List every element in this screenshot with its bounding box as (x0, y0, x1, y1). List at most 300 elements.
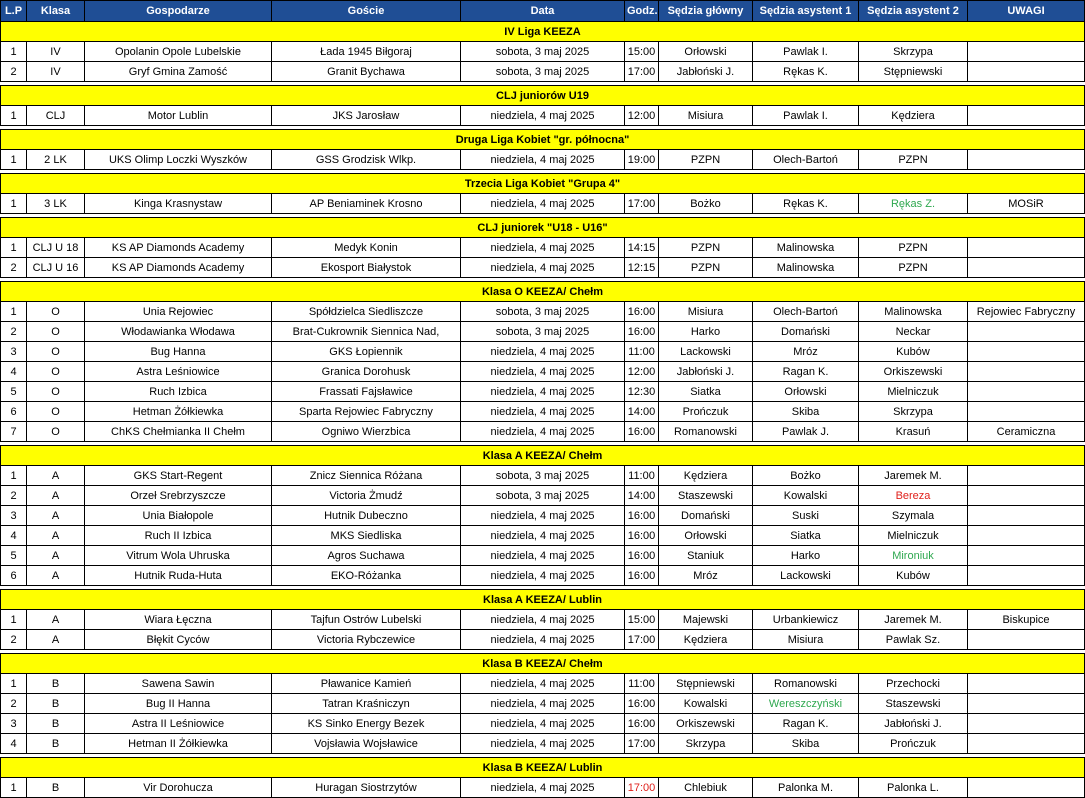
table-row (1, 362, 1085, 382)
section-header-row (1, 446, 1085, 466)
klasa-cell: O (27, 362, 85, 382)
lp-cell: 1 (1, 238, 27, 258)
assistant-referee-2-cell: Orkiszewski (859, 362, 968, 382)
time-cell: 15:00 (625, 610, 659, 630)
klasa-cell: CLJ U 16 (27, 258, 85, 278)
date-cell: sobota, 3 maj 2025 (461, 62, 625, 82)
home-team-cell: ChKS Chełmianka II Chełm (85, 422, 272, 442)
klasa-cell: 2 LK (27, 150, 85, 170)
assistant-referee-1-cell: Mróz (753, 342, 859, 362)
lp-cell: 5 (1, 546, 27, 566)
date-cell: niedziela, 4 maj 2025 (461, 674, 625, 694)
home-team-cell: Włodawianka Włodawa (85, 322, 272, 342)
assistant-referee-2-cell: PZPN (859, 150, 968, 170)
away-team-cell: Sparta Rejowiec Fabryczny (272, 402, 461, 422)
home-team-cell: KS AP Diamonds Academy (85, 258, 272, 278)
main-referee-cell: Skrzypa (659, 734, 753, 754)
main-referee-cell: Bożko (659, 194, 753, 214)
assistant-referee-2-cell: Stępniewski (859, 62, 968, 82)
klasa-cell: A (27, 610, 85, 630)
klasa-cell: B (27, 674, 85, 694)
section-title: Druga Liga Kobiet "gr. północna" (1, 130, 1085, 150)
home-team-cell: Unia Białopole (85, 506, 272, 526)
notes-cell (968, 714, 1085, 734)
header-sedzia-glowny: Sędzia główny (659, 1, 753, 22)
header-sedzia-asystent-1: Sędzia asystent 1 (753, 1, 859, 22)
assistant-referee-1-cell: Urbankiewicz (753, 610, 859, 630)
notes-cell (968, 382, 1085, 402)
klasa-cell: CLJ U 18 (27, 238, 85, 258)
date-cell: sobota, 3 maj 2025 (461, 302, 625, 322)
time-cell: 17:00 (625, 62, 659, 82)
table-row (1, 322, 1085, 342)
lp-cell: 2 (1, 694, 27, 714)
lp-cell: 1 (1, 194, 27, 214)
table-row (1, 778, 1085, 798)
klasa-cell: B (27, 694, 85, 714)
main-referee-cell: Misiura (659, 106, 753, 126)
table-row (1, 466, 1085, 486)
date-cell: sobota, 3 maj 2025 (461, 322, 625, 342)
away-team-cell: Łada 1945 Biłgoraj (272, 42, 461, 62)
time-cell: 16:00 (625, 506, 659, 526)
home-team-cell: Wiara Łęczna (85, 610, 272, 630)
notes-cell (968, 238, 1085, 258)
table-row (1, 258, 1085, 278)
assistant-referee-2-cell: Jaremek M. (859, 466, 968, 486)
main-referee-cell: Chlebiuk (659, 778, 753, 798)
away-team-cell: Znicz Siennica Różana (272, 466, 461, 486)
section-header-row (1, 130, 1085, 150)
assistant-referee-2-cell: Szymala (859, 506, 968, 526)
home-team-cell: Hetman Żółkiewka (85, 402, 272, 422)
notes-cell (968, 62, 1085, 82)
time-cell: 16:00 (625, 526, 659, 546)
table-row (1, 610, 1085, 630)
main-referee-cell: PZPN (659, 150, 753, 170)
main-referee-cell: Domański (659, 506, 753, 526)
home-team-cell: Opolanin Opole Lubelskie (85, 42, 272, 62)
table-row (1, 194, 1085, 214)
table-row (1, 734, 1085, 754)
main-referee-cell: PZPN (659, 238, 753, 258)
notes-cell (968, 566, 1085, 586)
klasa-cell: O (27, 382, 85, 402)
notes-cell (968, 42, 1085, 62)
assistant-referee-1-cell: Olech-Bartoń (753, 302, 859, 322)
notes-cell (968, 258, 1085, 278)
home-team-cell: Ruch Izbica (85, 382, 272, 402)
assistant-referee-2-cell: Krasuń (859, 422, 968, 442)
assistant-referee-1-cell: Kowalski (753, 486, 859, 506)
home-team-cell: Astra II Leśniowice (85, 714, 272, 734)
away-team-cell: Agros Suchawa (272, 546, 461, 566)
lp-cell: 7 (1, 422, 27, 442)
time-cell: 11:00 (625, 342, 659, 362)
notes-cell (968, 734, 1085, 754)
notes-cell: MOSiR (968, 194, 1085, 214)
time-cell: 17:00 (625, 778, 659, 798)
main-referee-cell: Staszewski (659, 486, 753, 506)
notes-cell (968, 106, 1085, 126)
lp-cell: 2 (1, 630, 27, 650)
date-cell: sobota, 3 maj 2025 (461, 486, 625, 506)
header-gospodarze: Gospodarze (85, 1, 272, 22)
notes-cell (968, 630, 1085, 650)
notes-cell (968, 778, 1085, 798)
home-team-cell: Motor Lublin (85, 106, 272, 126)
assistant-referee-2-cell: Pawlak Sz. (859, 630, 968, 650)
table-row (1, 566, 1085, 586)
away-team-cell: Tajfun Ostrów Lubelski (272, 610, 461, 630)
header-klasa: Klasa (27, 1, 85, 22)
away-team-cell: Vojsławia Wojsławice (272, 734, 461, 754)
section-title: Klasa B KEEZA/ Chełm (1, 654, 1085, 674)
date-cell: niedziela, 4 maj 2025 (461, 382, 625, 402)
main-referee-cell: Romanowski (659, 422, 753, 442)
main-referee-cell: Harko (659, 322, 753, 342)
notes-cell (968, 546, 1085, 566)
schedule-body (1, 22, 1085, 798)
header-row (1, 1, 1085, 22)
away-team-cell: Hutnik Dubeczno (272, 506, 461, 526)
home-team-cell: Orzeł Srebrzyszcze (85, 486, 272, 506)
table-row (1, 106, 1085, 126)
time-cell: 19:00 (625, 150, 659, 170)
assistant-referee-2-cell: Rękas Z. (859, 194, 968, 214)
time-cell: 15:00 (625, 42, 659, 62)
notes-cell (968, 486, 1085, 506)
lp-cell: 1 (1, 610, 27, 630)
lp-cell: 3 (1, 342, 27, 362)
assistant-referee-2-cell: Bereza (859, 486, 968, 506)
main-referee-cell: Siatka (659, 382, 753, 402)
section-title: IV Liga KEEZA (1, 22, 1085, 42)
date-cell: niedziela, 4 maj 2025 (461, 610, 625, 630)
assistant-referee-1-cell: Bożko (753, 466, 859, 486)
assistant-referee-1-cell: Olech-Bartoń (753, 150, 859, 170)
main-referee-cell: Orłowski (659, 526, 753, 546)
lp-cell: 6 (1, 566, 27, 586)
section-title: CLJ juniorek "U18 - U16" (1, 218, 1085, 238)
table-row (1, 382, 1085, 402)
section-title: Klasa A KEEZA/ Lublin (1, 590, 1085, 610)
time-cell: 12:15 (625, 258, 659, 278)
date-cell: niedziela, 4 maj 2025 (461, 402, 625, 422)
klasa-cell: A (27, 630, 85, 650)
table-row (1, 694, 1085, 714)
away-team-cell: KS Sinko Energy Bezek (272, 714, 461, 734)
assistant-referee-2-cell: Staszewski (859, 694, 968, 714)
lp-cell: 4 (1, 526, 27, 546)
assistant-referee-1-cell: Siatka (753, 526, 859, 546)
header-goscie: Goście (272, 1, 461, 22)
main-referee-cell: Staniuk (659, 546, 753, 566)
lp-cell: 2 (1, 486, 27, 506)
lp-cell: 1 (1, 466, 27, 486)
section-header-row (1, 282, 1085, 302)
assistant-referee-1-cell: Orłowski (753, 382, 859, 402)
date-cell: sobota, 3 maj 2025 (461, 42, 625, 62)
table-row (1, 486, 1085, 506)
assistant-referee-2-cell: Neckar (859, 322, 968, 342)
date-cell: niedziela, 4 maj 2025 (461, 694, 625, 714)
notes-cell (968, 362, 1085, 382)
away-team-cell: Granit Bychawa (272, 62, 461, 82)
assistant-referee-2-cell: Jabłoński J. (859, 714, 968, 734)
date-cell: niedziela, 4 maj 2025 (461, 714, 625, 734)
assistant-referee-1-cell: Misiura (753, 630, 859, 650)
away-team-cell: Huragan Siostrzytów (272, 778, 461, 798)
klasa-cell: O (27, 422, 85, 442)
assistant-referee-1-cell: Malinowska (753, 238, 859, 258)
lp-cell: 1 (1, 778, 27, 798)
lp-cell: 3 (1, 506, 27, 526)
away-team-cell: GKS Łopiennik (272, 342, 461, 362)
date-cell: niedziela, 4 maj 2025 (461, 258, 625, 278)
time-cell: 14:00 (625, 402, 659, 422)
main-referee-cell: Jabłoński J. (659, 62, 753, 82)
klasa-cell: A (27, 466, 85, 486)
away-team-cell: JKS Jarosław (272, 106, 461, 126)
table-row (1, 42, 1085, 62)
time-cell: 11:00 (625, 466, 659, 486)
lp-cell: 4 (1, 362, 27, 382)
assistant-referee-1-cell: Romanowski (753, 674, 859, 694)
date-cell: niedziela, 4 maj 2025 (461, 342, 625, 362)
notes-cell: Biskupice (968, 610, 1085, 630)
table-row (1, 238, 1085, 258)
notes-cell: Ceramiczna (968, 422, 1085, 442)
time-cell: 14:15 (625, 238, 659, 258)
home-team-cell: Ruch II Izbica (85, 526, 272, 546)
home-team-cell: Bug II Hanna (85, 694, 272, 714)
main-referee-cell: Misiura (659, 302, 753, 322)
assistant-referee-1-cell: Pawlak J. (753, 422, 859, 442)
notes-cell (968, 466, 1085, 486)
section-title: Trzecia Liga Kobiet "Grupa 4" (1, 174, 1085, 194)
klasa-cell: B (27, 714, 85, 734)
table-row (1, 674, 1085, 694)
assistant-referee-1-cell: Ragan K. (753, 362, 859, 382)
section-header-row (1, 758, 1085, 778)
assistant-referee-1-cell: Harko (753, 546, 859, 566)
table-row (1, 526, 1085, 546)
away-team-cell: Ekosport Białystok (272, 258, 461, 278)
assistant-referee-1-cell: Domański (753, 322, 859, 342)
assistant-referee-2-cell: Prończuk (859, 734, 968, 754)
assistant-referee-1-cell: Palonka M. (753, 778, 859, 798)
section-header-row (1, 174, 1085, 194)
assistant-referee-2-cell: Skrzypa (859, 42, 968, 62)
notes-cell (968, 402, 1085, 422)
date-cell: niedziela, 4 maj 2025 (461, 566, 625, 586)
klasa-cell: A (27, 526, 85, 546)
away-team-cell: Pławanice Kamień (272, 674, 461, 694)
table-row (1, 150, 1085, 170)
assistant-referee-1-cell: Rękas K. (753, 62, 859, 82)
assistant-referee-1-cell: Skiba (753, 402, 859, 422)
time-cell: 16:00 (625, 546, 659, 566)
time-cell: 16:00 (625, 714, 659, 734)
home-team-cell: Hetman II Żółkiewka (85, 734, 272, 754)
klasa-cell: O (27, 322, 85, 342)
time-cell: 16:00 (625, 422, 659, 442)
table-row (1, 546, 1085, 566)
lp-cell: 1 (1, 42, 27, 62)
home-team-cell: Kinga Krasnystaw (85, 194, 272, 214)
main-referee-cell: Majewski (659, 610, 753, 630)
klasa-cell: 3 LK (27, 194, 85, 214)
header-uwagi: UWAGI (968, 1, 1085, 22)
lp-cell: 3 (1, 714, 27, 734)
klasa-cell: A (27, 506, 85, 526)
table-row (1, 422, 1085, 442)
notes-cell (968, 694, 1085, 714)
assistant-referee-1-cell: Pawlak I. (753, 106, 859, 126)
main-referee-cell: Orkiszewski (659, 714, 753, 734)
date-cell: niedziela, 4 maj 2025 (461, 150, 625, 170)
date-cell: niedziela, 4 maj 2025 (461, 630, 625, 650)
date-cell: niedziela, 4 maj 2025 (461, 194, 625, 214)
assistant-referee-1-cell: Ragan K. (753, 714, 859, 734)
home-team-cell: UKS Olimp Loczki Wyszków (85, 150, 272, 170)
assistant-referee-2-cell: Malinowska (859, 302, 968, 322)
assistant-referee-2-cell: Mironiuk (859, 546, 968, 566)
notes-cell (968, 150, 1085, 170)
klasa-cell: O (27, 342, 85, 362)
time-cell: 16:00 (625, 566, 659, 586)
header-lp: L.P (1, 1, 27, 22)
table-row (1, 302, 1085, 322)
time-cell: 12:00 (625, 106, 659, 126)
notes-cell (968, 506, 1085, 526)
assistant-referee-2-cell: Kędziera (859, 106, 968, 126)
lp-cell: 5 (1, 382, 27, 402)
home-team-cell: Unia Rejowiec (85, 302, 272, 322)
main-referee-cell: Orłowski (659, 42, 753, 62)
klasa-cell: A (27, 566, 85, 586)
home-team-cell: Astra Leśniowice (85, 362, 272, 382)
assistant-referee-1-cell: Suski (753, 506, 859, 526)
notes-cell (968, 526, 1085, 546)
home-team-cell: Bug Hanna (85, 342, 272, 362)
date-cell: sobota, 3 maj 2025 (461, 466, 625, 486)
assistant-referee-1-cell: Malinowska (753, 258, 859, 278)
assistant-referee-2-cell: Kubów (859, 342, 968, 362)
lp-cell: 1 (1, 106, 27, 126)
section-title: CLJ juniorów U19 (1, 86, 1085, 106)
time-cell: 11:00 (625, 674, 659, 694)
lp-cell: 1 (1, 150, 27, 170)
header-sedzia-asystent-2: Sędzia asystent 2 (859, 1, 968, 22)
lp-cell: 1 (1, 674, 27, 694)
away-team-cell: Ogniwo Wierzbica (272, 422, 461, 442)
home-team-cell: Vir Dorohucza (85, 778, 272, 798)
klasa-cell: B (27, 734, 85, 754)
lp-cell: 2 (1, 322, 27, 342)
assistant-referee-1-cell: Pawlak I. (753, 42, 859, 62)
assistant-referee-2-cell: Przechocki (859, 674, 968, 694)
away-team-cell: Brat-Cukrownik Siennica Nad, (272, 322, 461, 342)
home-team-cell: GKS Start-Regent (85, 466, 272, 486)
assistant-referee-2-cell: Kubów (859, 566, 968, 586)
lp-cell: 6 (1, 402, 27, 422)
section-header-row (1, 654, 1085, 674)
date-cell: niedziela, 4 maj 2025 (461, 238, 625, 258)
date-cell: niedziela, 4 maj 2025 (461, 526, 625, 546)
main-referee-cell: Kędziera (659, 466, 753, 486)
assistant-referee-2-cell: Palonka L. (859, 778, 968, 798)
main-referee-cell: Prończuk (659, 402, 753, 422)
notes-cell (968, 322, 1085, 342)
klasa-cell: A (27, 486, 85, 506)
main-referee-cell: Kowalski (659, 694, 753, 714)
time-cell: 16:00 (625, 322, 659, 342)
assistant-referee-2-cell: PZPN (859, 258, 968, 278)
date-cell: niedziela, 4 maj 2025 (461, 422, 625, 442)
date-cell: niedziela, 4 maj 2025 (461, 734, 625, 754)
home-team-cell: Sawena Sawin (85, 674, 272, 694)
assistant-referee-1-cell: Wereszczyński (753, 694, 859, 714)
main-referee-cell: Kędziera (659, 630, 753, 650)
klasa-cell: B (27, 778, 85, 798)
lp-cell: 4 (1, 734, 27, 754)
away-team-cell: EKO-Różanka (272, 566, 461, 586)
time-cell: 17:00 (625, 630, 659, 650)
lp-cell: 1 (1, 302, 27, 322)
klasa-cell: A (27, 546, 85, 566)
assistant-referee-2-cell: Skrzypa (859, 402, 968, 422)
home-team-cell: Vitrum Wola Uhruska (85, 546, 272, 566)
date-cell: niedziela, 4 maj 2025 (461, 106, 625, 126)
table-row (1, 506, 1085, 526)
table-row (1, 402, 1085, 422)
away-team-cell: Spółdzielca Siedliszcze (272, 302, 461, 322)
table-row (1, 630, 1085, 650)
main-referee-cell: Mróz (659, 566, 753, 586)
main-referee-cell: Jabłoński J. (659, 362, 753, 382)
table-row (1, 342, 1085, 362)
klasa-cell: O (27, 402, 85, 422)
main-referee-cell: Stępniewski (659, 674, 753, 694)
notes-cell (968, 342, 1085, 362)
home-team-cell: Gryf Gmina Zamość (85, 62, 272, 82)
time-cell: 12:30 (625, 382, 659, 402)
klasa-cell: CLJ (27, 106, 85, 126)
section-header-row (1, 22, 1085, 42)
home-team-cell: Hutnik Ruda-Huta (85, 566, 272, 586)
header-data: Data (461, 1, 625, 22)
section-header-row (1, 590, 1085, 610)
away-team-cell: AP Beniaminek Krosno (272, 194, 461, 214)
away-team-cell: Victoria Rybczewice (272, 630, 461, 650)
notes-cell (968, 674, 1085, 694)
time-cell: 17:00 (625, 194, 659, 214)
away-team-cell: GSS Grodzisk Wlkp. (272, 150, 461, 170)
section-title: Klasa O KEEZA/ Chełm (1, 282, 1085, 302)
klasa-cell: IV (27, 62, 85, 82)
assistant-referee-2-cell: Jaremek M. (859, 610, 968, 630)
section-header-row (1, 218, 1085, 238)
klasa-cell: O (27, 302, 85, 322)
assistant-referee-1-cell: Lackowski (753, 566, 859, 586)
time-cell: 16:00 (625, 302, 659, 322)
away-team-cell: Victoria Żmudź (272, 486, 461, 506)
lp-cell: 2 (1, 258, 27, 278)
away-team-cell: Medyk Konin (272, 238, 461, 258)
notes-cell: Rejowiec Fabryczny (968, 302, 1085, 322)
